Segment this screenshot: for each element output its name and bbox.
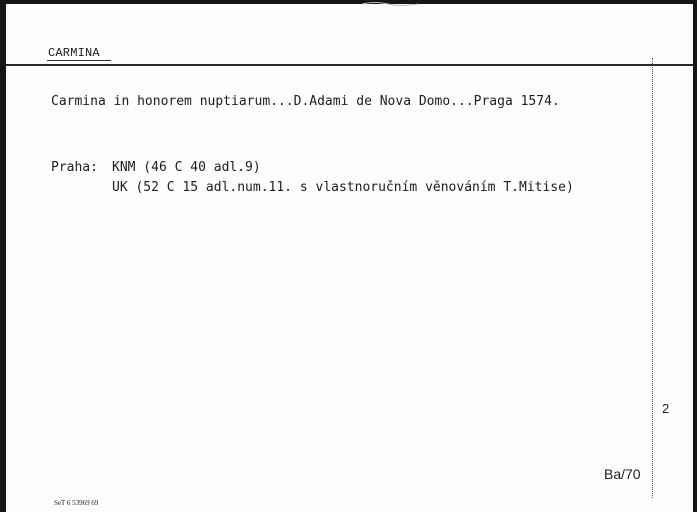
- title-statement: Carmina in honorem nuptiarum...D.Adami de Nova Domo...Praga 1574.: [51, 94, 560, 109]
- margin-dotted-line: [652, 58, 653, 498]
- shelfmark: Ba/70: [604, 466, 641, 482]
- holding-entry: UK (52 C 15 adl.num.11. s vlastnoručním věnováním T.Mitise): [112, 180, 574, 195]
- scan-smudge: [360, 0, 420, 8]
- holding-entry: KNM (46 C 40 adl.9): [112, 160, 261, 175]
- entry-heading-underline: [47, 60, 111, 61]
- printer-code: SeT 6 53969 69: [54, 499, 99, 507]
- card-right-edge: [693, 0, 697, 512]
- entry-heading: CARMINA: [48, 46, 100, 60]
- card-top-edge: [0, 0, 697, 4]
- card-number: 2: [662, 401, 670, 416]
- holdings-location-label: Praha:: [51, 160, 98, 175]
- card-left-edge: [0, 0, 6, 512]
- header-rule: [6, 64, 693, 66]
